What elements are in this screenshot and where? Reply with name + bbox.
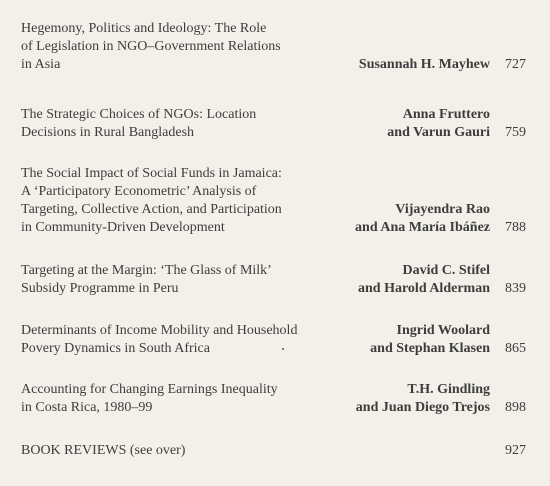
- print-speck: [282, 348, 284, 350]
- author-line: and Harold Alderman: [358, 281, 490, 296]
- author-line: David C. Stifel: [402, 263, 490, 278]
- article-title-line: Povery Dynamics in South Africa: [21, 341, 210, 356]
- author-line: T.H. Gindling: [407, 382, 490, 397]
- toc-entry-social-funds-jamaica: [21, 165, 526, 237]
- author-line: Anna Fruttero: [402, 107, 490, 122]
- page-number: 727: [505, 57, 526, 72]
- article-title-line: Determinants of Income Mobility and Household: [21, 323, 298, 338]
- toc-entry-earnings-inequality: [21, 381, 526, 417]
- author-line: and Ana María Ibáñez: [355, 220, 490, 235]
- author-line: Vijayendra Rao: [395, 202, 490, 217]
- article-title-line: Targeting, Collective Action, and Participation: [21, 202, 282, 217]
- article-title-line: Subsidy Programme in Peru: [21, 281, 179, 296]
- toc-entry-strategic-choices: [21, 106, 526, 142]
- toc-entry-hegemony: [21, 20, 526, 74]
- article-title-line: A ‘Participatory Econometric’ Analysis of: [21, 184, 257, 199]
- author-line: and Varun Gauri: [387, 125, 490, 140]
- author-line: and Juan Diego Trejos: [355, 400, 490, 415]
- author-line: and Stephan Klasen: [370, 341, 490, 356]
- page-number: 788: [505, 220, 526, 235]
- article-authors: [358, 262, 490, 298]
- article-title-line: Accounting for Changing Earnings Inequality: [21, 382, 278, 397]
- article-authors: [359, 56, 490, 74]
- article-title-line: Decisions in Rural Bangladesh: [21, 125, 195, 140]
- page-number: 865: [505, 341, 526, 356]
- article-title-line: of Legislation in NGO–Government Relations: [21, 39, 281, 54]
- article-title-line: The Social Impact of Social Funds in Jamaica:: [21, 166, 282, 181]
- article-authors: [370, 322, 490, 358]
- article-title-line: Targeting at the Margin: ‘The Glass of Milk’: [21, 263, 272, 278]
- author-line: Ingrid Woolard: [396, 323, 490, 338]
- page-number: 898: [505, 400, 526, 415]
- article-title-line: in Community-Driven Development: [21, 220, 225, 235]
- page-number: 839: [505, 281, 526, 296]
- article-title-line: in Asia: [21, 57, 61, 72]
- article-authors: [387, 106, 490, 142]
- article-authors: [355, 201, 490, 237]
- article-title-line: in Costa Rica, 1980–99: [21, 400, 153, 415]
- toc-entry-income-mobility: [21, 322, 526, 358]
- section-title: BOOK REVIEWS (see over): [21, 443, 186, 458]
- article-title-line: The Strategic Choices of NGOs: Location: [21, 107, 257, 122]
- page-number: 927: [505, 443, 526, 458]
- article-authors: [356, 381, 490, 417]
- toc-entry-glass-of-milk: [21, 262, 526, 298]
- article-title-line: Hegemony, Politics and Ideology: The Role: [21, 21, 267, 36]
- toc-entry-book-reviews: [21, 442, 526, 460]
- page-number: 759: [505, 125, 526, 140]
- author-line: Susannah H. Mayhew: [358, 57, 490, 72]
